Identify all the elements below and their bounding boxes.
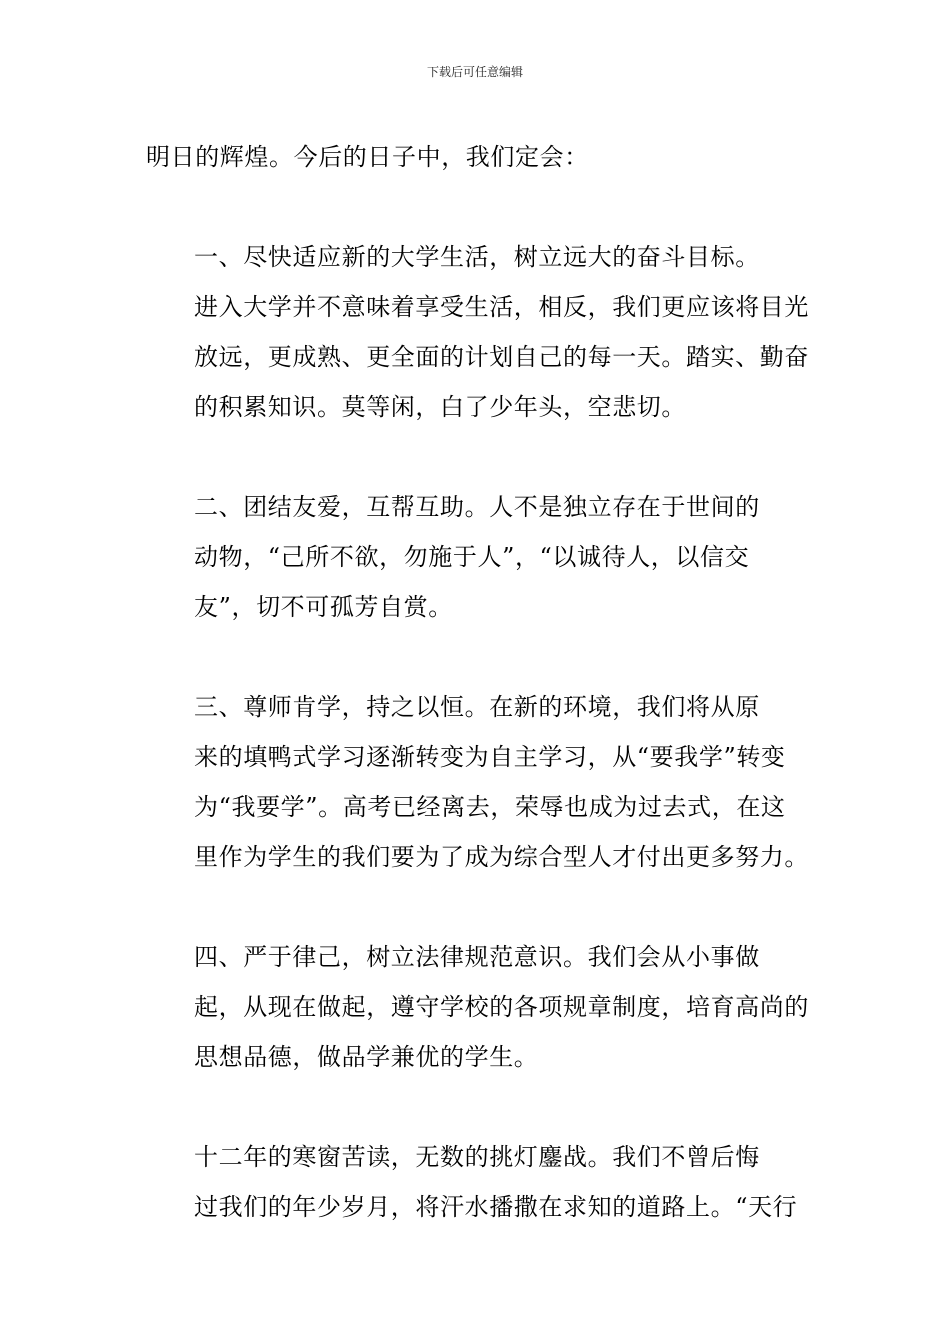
text-line: 三、尊师肯学，持之以恒。在新的环境，我们将从原	[194, 693, 760, 721]
text-line: 过我们的年少岁月，将汗水播撒在求知的道路上。“天行	[194, 1193, 798, 1221]
text-line: 来的填鸭式学习逐渐转变为自主学习，从“要我学”转变	[194, 743, 786, 771]
paragraph-intro	[146, 132, 806, 182]
text-line: 十二年的寒窗苦读，无数的挑灯鏖战。我们不曾后悔	[194, 1143, 760, 1171]
paragraph-point-one	[146, 232, 809, 432]
text-line: 四、严于律己，树立法律规范意识。我们会从小事做	[194, 943, 760, 971]
text-line: 为“我要学”。高考已经离去，荣辱也成为过去式，在这	[194, 793, 786, 821]
paragraph-point-three	[146, 682, 809, 882]
text-line: 放远，更成熟、更全面的计划自己的每一天。踏实、勤奋	[194, 343, 809, 371]
text-line: 里作为学生的我们要为了成为综合型人才付出更多努力。	[194, 843, 809, 871]
text-line: 二、团结友爱，互帮互助。人不是独立存在于世间的	[194, 493, 760, 521]
text-line: 进入大学并不意味着享受生活，相反，我们更应该将目光	[194, 293, 809, 321]
document-body	[146, 132, 809, 1282]
text-line: 动物，“己所不欲，勿施于人”，“以诚待人，以信交	[194, 543, 750, 571]
text-line: 明日的辉煌。今后的日子中，我们定会：	[146, 143, 589, 171]
header-note: 下载后可任意编辑	[426, 65, 523, 79]
text-line: 起，从现在做起，遵守学校的各项规章制度，培育高尚的	[194, 993, 809, 1021]
text-line: 友”，切不可孤芳自赏。	[194, 593, 453, 621]
text-line: 思想品德，做品学兼优的学生。	[194, 1043, 539, 1071]
paragraph-closing	[146, 1132, 806, 1232]
text-line: 一、尽快适应新的大学生活，树立远大的奋斗目标。	[194, 243, 760, 271]
paragraph-point-two	[146, 482, 806, 632]
text-line: 的积累知识。莫等闲，白了少年头，空悲切。	[194, 393, 686, 421]
paragraph-point-four	[146, 932, 809, 1082]
